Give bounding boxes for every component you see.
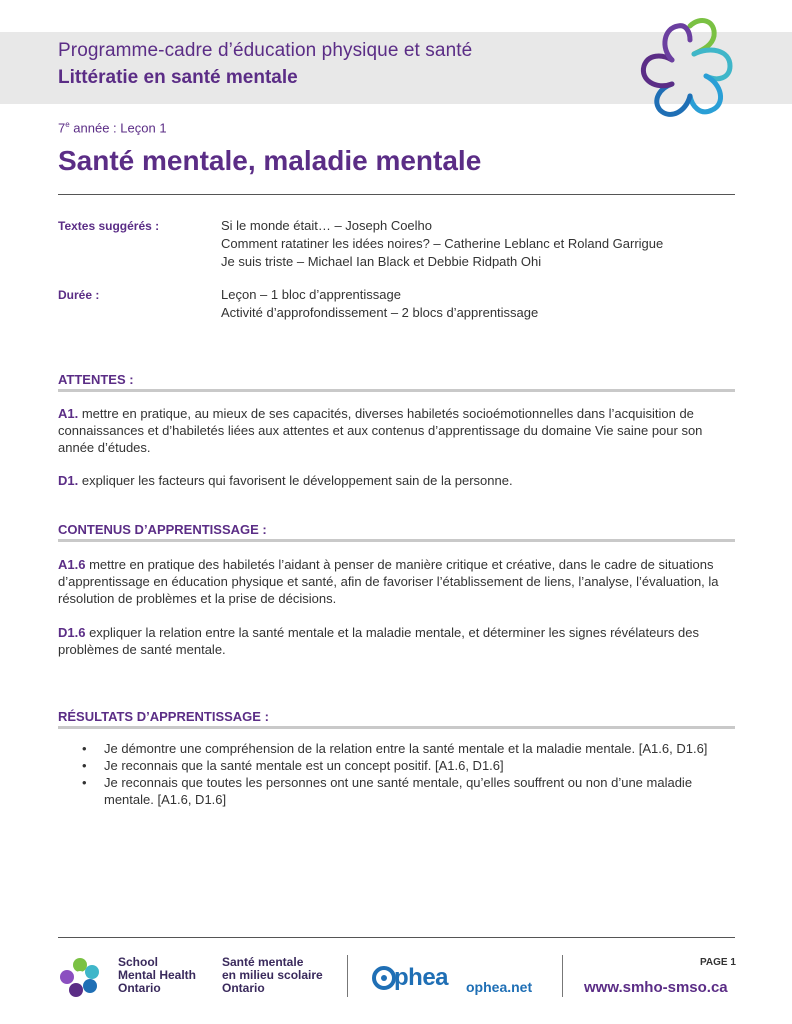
expectation-d1: D1. expliquer les facteurs qui favorisent le développement sain de la personne.: [58, 473, 513, 488]
smho-flower-logo: [630, 12, 750, 128]
title-divider: [58, 194, 735, 195]
suggested-texts-label: Textes suggérés :: [58, 219, 160, 233]
suggested-text-item: Comment ratatiner les idées noires? – Catherine Leblanc et Roland Garrigue: [221, 236, 664, 251]
attentes-heading: ATTENTES :: [58, 372, 134, 387]
suggested-text-item: Si le monde était… – Joseph Coelho: [221, 218, 433, 233]
contenus-heading: CONTENUS D’APPRENTISSAGE :: [58, 522, 267, 537]
header-title: Programme-cadre d’éducation physique et santé: [58, 40, 473, 61]
footer-separator: [347, 955, 348, 997]
smho-french-name: Santé mentale en milieu scolaire Ontario: [222, 955, 323, 995]
duration-item: Leçon – 1 bloc d’apprentissage: [221, 287, 401, 302]
list-item: • Je démontre une compréhension de la relation entre la santé mentale et la maladie mentale. [A1.6, D1.6]: [82, 741, 708, 756]
ophea-link[interactable]: ophea.net: [466, 979, 533, 995]
content-a1-6: A1.6 mettre en pratique des habiletés l’aidant à penser de manière critique et créative, dans le cadre de situations d’apprentissage en éducation physique et santé, afin de favoriser l’établissement de liens, l’analyse, l’évaluation, la résolution de problèmes et la prise de décisions.: [58, 557, 719, 606]
section-divider: [58, 539, 735, 542]
list-item: • Je reconnais que la santé mentale est un concept positif. [A1.6, D1.6]: [82, 758, 504, 773]
duration-item: Activité d’approfondissement – 2 blocs d’apprentissage: [221, 305, 539, 320]
smho-english-name: School Mental Health Ontario: [118, 955, 197, 995]
section-divider: [58, 389, 735, 392]
ophea-logo-text: phea: [394, 964, 449, 991]
suggested-text-item: Je suis triste – Michael Ian Black et Debbie Ridpath Ohi: [221, 254, 542, 269]
footer-divider: [58, 937, 735, 938]
expectation-a1: A1. mettre en pratique, au mieux de ses capacités, diverses habiletés socioémotionnelles dans l’acquisition de connaissances et d’habiletés liées aux attentes et aux contenus d’apprentissage du domaine Vie saine pour son année d’études.: [58, 406, 703, 455]
smho-small-logo: [58, 955, 102, 999]
footer-separator: [562, 955, 563, 997]
lesson-label: 7e année : Leçon 1: [58, 120, 167, 136]
page-number: PAGE 1: [700, 957, 736, 968]
site-url-link[interactable]: www.smho-smso.ca: [584, 979, 728, 996]
resultats-heading: RÉSULTATS D’APPRENTISSAGE :: [58, 709, 269, 724]
list-item: • Je reconnais que toutes les personnes ont une santé mentale, qu’elles souffrent ou non d’une maladie mentale. [A1.6, D1.6]: [82, 775, 693, 807]
header-subtitle: Littératie en santé mentale: [58, 67, 298, 88]
ophea-o-icon: [372, 966, 396, 990]
content-d1-6: D1.6 expliquer la relation entre la santé mentale et la maladie mentale, et déterminer les signes révélateurs des problèmes de santé mentale.: [58, 625, 699, 657]
duration-label: Durée :: [58, 288, 100, 302]
outcomes-list: [82, 740, 722, 808]
page-title: Santé mentale, maladie mentale: [58, 145, 482, 176]
section-divider: [58, 726, 735, 729]
